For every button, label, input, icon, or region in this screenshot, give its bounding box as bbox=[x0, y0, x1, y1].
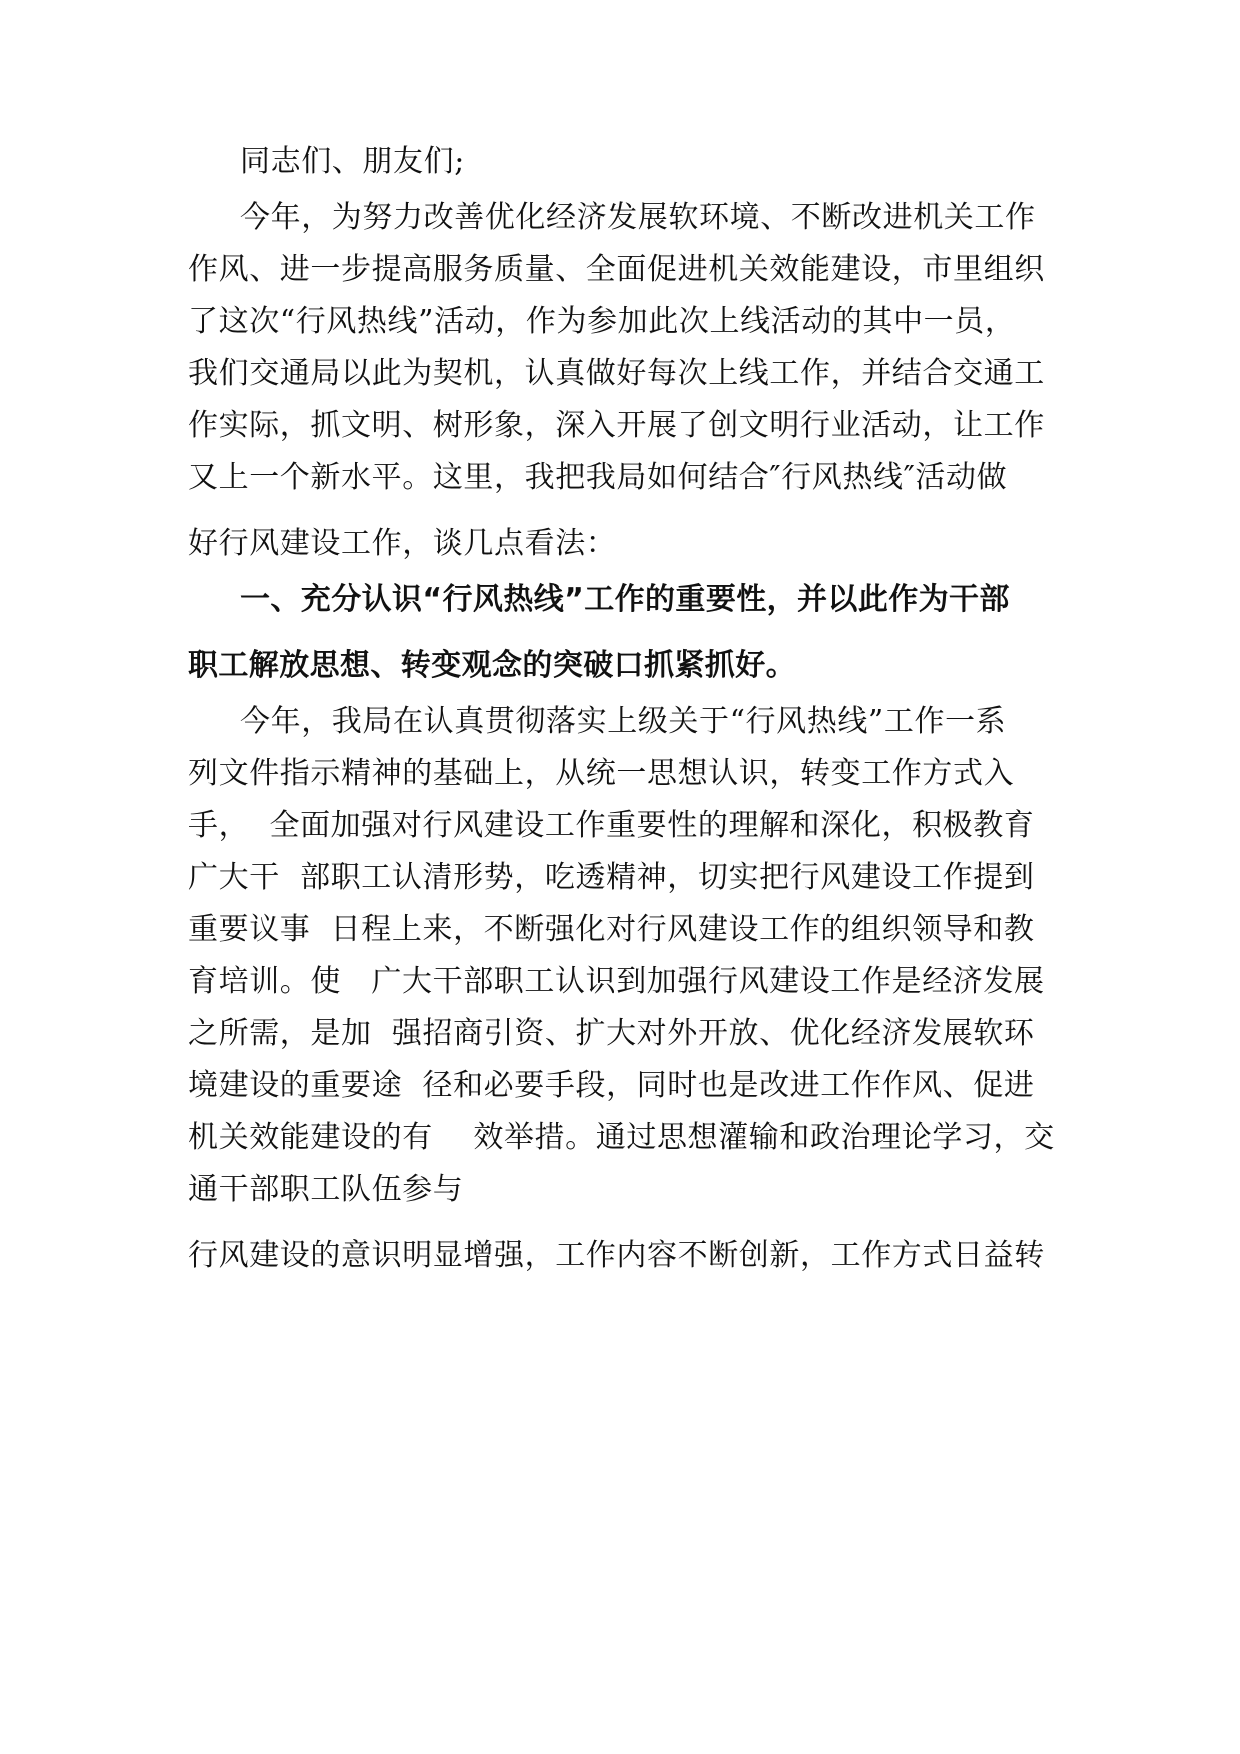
paragraph-line: 行风建设的意识明显增强，工作内容不断创新，工作方式日益转 bbox=[188, 1238, 1045, 1273]
paragraph-line: 了这次“行风热线”活动，作为参加此次上线活动的其中一员， bbox=[188, 304, 1016, 339]
paragraph-line: 通干部职工队伍参与 bbox=[188, 1172, 464, 1207]
paragraph-line: 育培训。使 广大干部职工认识到加强行风建设工作是经济发展 bbox=[188, 964, 1045, 999]
paragraph-line: 境建设的重要途 径和必要手段，同时也是改进工作作风、促进 bbox=[188, 1068, 1035, 1103]
greeting: 同志们、朋友们; bbox=[240, 144, 465, 179]
paragraph-line: 好行风建设工作，谈几点看法： bbox=[188, 526, 617, 561]
paragraph-line: 机关效能建设的有 效举措。通过思想灌输和政治理论学习，交 bbox=[188, 1120, 1055, 1155]
paragraph-line: 今年，为努力改善优化经济发展软环境、不断改进机关工作 bbox=[240, 200, 1036, 235]
section-heading: 职工解放思想、转变观念的突破口抓紧抓好。 bbox=[188, 648, 796, 683]
paragraph-line: 之所需，是加 强招商引资、扩大对外开放、优化经济发展软环 bbox=[188, 1016, 1035, 1051]
paragraph-line: 作实际，抓文明、树形象，深入开展了创文明行业活动，让工作 bbox=[188, 408, 1045, 443]
section-heading: 一、充分认识“行风热线”工作的重要性，并以此作为干部 bbox=[240, 582, 1010, 617]
paragraph-line: 重要议事 日程上来，不断强化对行风建设工作的组织领导和教 bbox=[188, 912, 1035, 947]
paragraph-line: 作风、进一步提高服务质量、全面促进机关效能建设，市里组织 bbox=[188, 252, 1045, 287]
paragraph-line: 我们交通局以此为契机，认真做好每次上线工作，并结合交通工 bbox=[188, 356, 1045, 391]
paragraph-line: 今年，我局在认真贯彻落实上级关于“行风热线”工作一系 bbox=[240, 704, 1007, 739]
paragraph-line: 手， 全面加强对行风建设工作重要性的理解和深化，积极教育 bbox=[188, 808, 1035, 843]
paragraph-line: 列文件指示精神的基础上，从统一思想认识，转变工作方式入 bbox=[188, 756, 1015, 791]
paragraph-line: 又上一个新水平。这里，我把我局如何结合″行风热线″活动做 bbox=[188, 460, 1008, 495]
paragraph-line: 广大干 部职工认清形势，吃透精神，切实把行风建设工作提到 bbox=[188, 860, 1035, 895]
